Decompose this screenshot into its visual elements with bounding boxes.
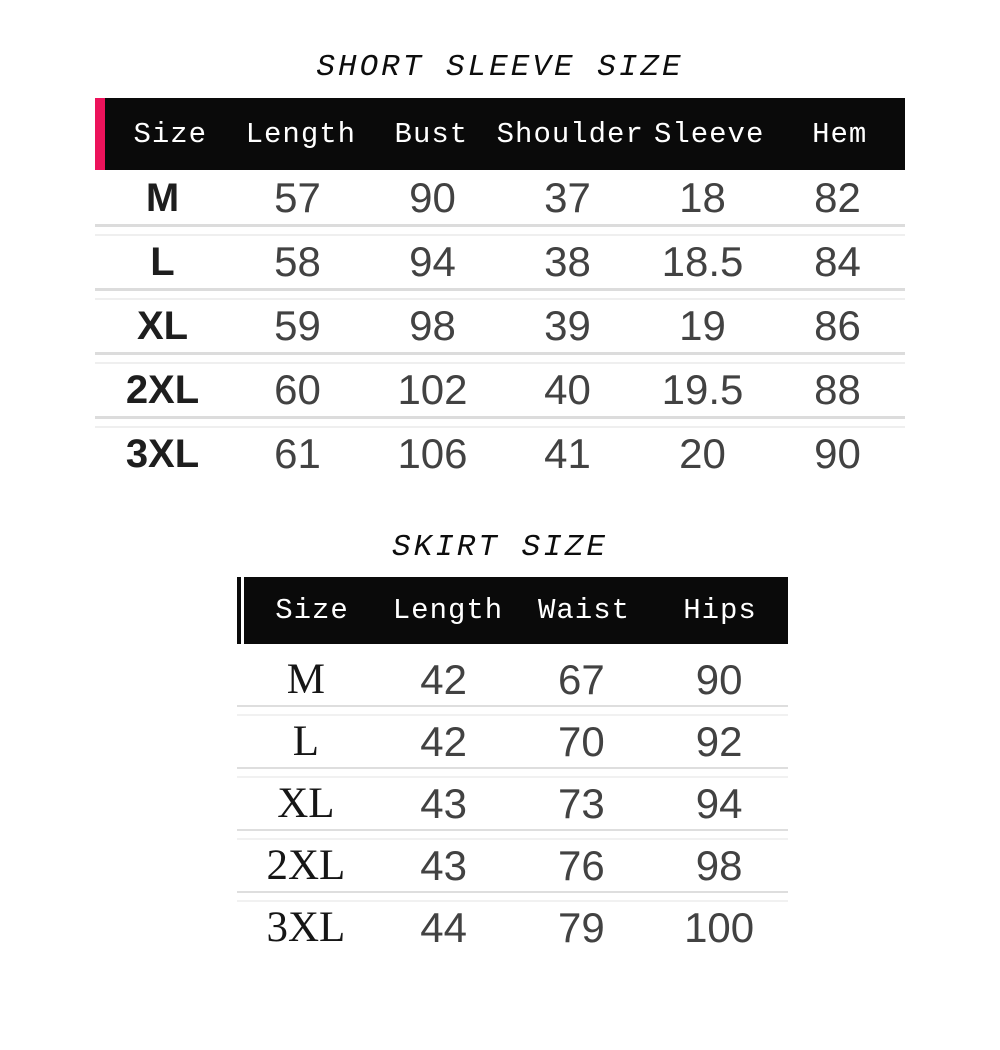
header-cell-length: Length (245, 117, 357, 151)
sleeve-size-table (95, 98, 905, 480)
size-cell: 3XL (266, 904, 346, 951)
value-cell: 82 (814, 174, 861, 221)
skirt-size-table (237, 577, 788, 953)
value-cell: 86 (814, 302, 861, 349)
table-row (95, 300, 905, 352)
row-separator (237, 891, 788, 902)
value-cell: 73 (558, 779, 605, 827)
value-cell: 102 (397, 366, 468, 413)
accent-stripe (95, 98, 105, 170)
value-cell: 37 (544, 174, 591, 221)
row-separator (95, 224, 905, 236)
value-cell: 59 (274, 302, 321, 349)
value-cell: 94 (695, 779, 743, 827)
table-row (95, 172, 905, 224)
value-cell: 58 (274, 238, 321, 285)
value-cell: 100 (684, 903, 755, 951)
header-cell-waist: Waist (537, 594, 630, 627)
header-cell-bust: Bust (394, 117, 469, 151)
header-cell-sleeve: Sleeve (653, 117, 765, 151)
value-cell: 90 (695, 655, 743, 703)
header-cell-hem: Hem (812, 117, 868, 151)
header-cell-size: Size (275, 594, 349, 627)
value-cell: 94 (409, 238, 456, 285)
skirt-table-header-row (237, 577, 788, 644)
size-cell: 3XL (125, 432, 200, 476)
row-separator (95, 352, 905, 364)
value-cell: 41 (544, 430, 591, 477)
value-cell: 43 (420, 779, 467, 827)
size-cell: M (145, 176, 180, 220)
sleeve-table-body (95, 172, 905, 480)
value-cell: 42 (420, 655, 467, 703)
row-separator (237, 705, 788, 716)
value-cell: 90 (409, 174, 456, 221)
sleeve-header-bar (105, 98, 905, 170)
skirt-header-bar (244, 577, 788, 644)
row-separator (95, 288, 905, 300)
value-cell: 38 (544, 238, 591, 285)
row-separator (237, 829, 788, 840)
size-cell: 2XL (266, 842, 346, 889)
skirt-table-title: SKIRT SIZE (391, 530, 609, 565)
value-cell: 67 (558, 655, 605, 703)
value-cell: 90 (814, 430, 861, 477)
value-cell: 20 (679, 430, 726, 477)
value-cell: 43 (420, 841, 467, 889)
size-cell: XL (277, 780, 335, 827)
value-cell: 40 (544, 366, 591, 413)
table-row (237, 840, 788, 891)
row-separator (237, 767, 788, 778)
sleeve-table-title: SHORT SLEEVE SIZE (316, 50, 684, 85)
value-cell: 79 (558, 903, 605, 951)
header-cell-size: Size (133, 117, 208, 151)
value-cell: 60 (274, 366, 321, 413)
value-cell: 18.5 (661, 238, 744, 285)
value-cell: 39 (544, 302, 591, 349)
value-cell: 44 (420, 903, 467, 951)
value-cell: 70 (558, 717, 605, 765)
size-cell: L (150, 240, 175, 284)
value-cell: 42 (420, 717, 467, 765)
value-cell: 19 (679, 302, 726, 349)
table-row (237, 902, 788, 953)
skirt-table-body (237, 654, 788, 953)
value-cell: 98 (409, 302, 456, 349)
value-cell: 76 (558, 841, 605, 889)
table-row (237, 778, 788, 829)
value-cell: 98 (695, 841, 743, 889)
header-cell-shoulder: Shoulder (496, 117, 644, 151)
value-cell: 61 (274, 430, 321, 477)
value-cell: 88 (814, 366, 861, 413)
size-cell: 2XL (125, 368, 200, 412)
value-cell: 92 (695, 717, 743, 765)
size-cell: M (286, 656, 325, 703)
size-cell: XL (136, 304, 189, 348)
table-row (95, 364, 905, 416)
row-separator (95, 416, 905, 428)
table-row (95, 428, 905, 480)
value-cell: 18 (679, 174, 726, 221)
value-cell: 84 (814, 238, 861, 285)
sleeve-table-header-row (95, 98, 905, 170)
header-cell-length: Length (392, 594, 504, 627)
size-cell: L (292, 718, 320, 765)
value-cell: 19.5 (661, 366, 744, 413)
table-row (237, 654, 788, 705)
header-cell-hips: Hips (683, 594, 757, 627)
value-cell: 106 (397, 430, 468, 477)
table-row (237, 716, 788, 767)
table-row (95, 236, 905, 288)
value-cell: 57 (274, 174, 321, 221)
